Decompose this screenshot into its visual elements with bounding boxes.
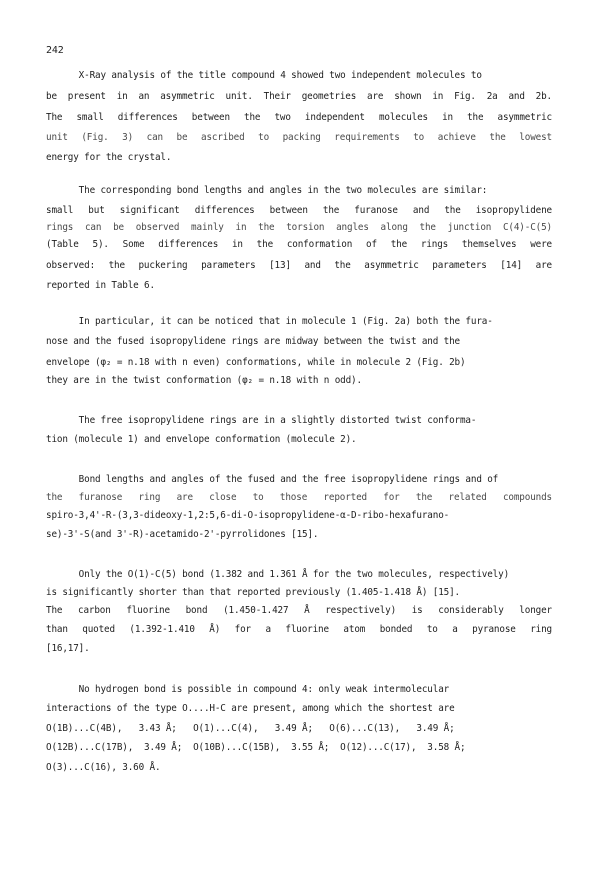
text-line: nose and the fused isopropylidene rings are midway between the twist and the [46, 336, 460, 347]
text-line: energy for the crystal. [46, 152, 172, 163]
text-line: they are in the twist conformation (φ₂ = n.18 with n odd). [46, 375, 362, 386]
text-line: is significantly shorter than that reported previously (1.405-1.418 Å) [15]. [46, 587, 460, 598]
text-line: X-Ray analysis of the title compound 4 showed two independent molecules to [46, 70, 482, 81]
text-line: envelope (φ₂ = n.18 with n even) conformations, while in molecule 2 (Fig. 2b) [46, 357, 466, 368]
text-line: O(12B)...C(17B), 3.49 Å; O(10B)...C(15B), 3.55 Å; O(12)...C(17), 3.58 Å; [46, 742, 466, 753]
text-line: O(3)...C(16), 3.60 Å. [46, 762, 161, 773]
text-line: be present in an asymmetric unit. Their geometries are shown in Fig. 2a and 2b. [46, 91, 552, 102]
text-line: The free isopropylidene rings are in a slightly distorted twist conforma- [46, 415, 477, 426]
text-line: [16,17]. [46, 643, 90, 654]
text-line: se)-3'-S(and 3'-R)-acetamido-2'-pyrrolidones [15]. [46, 529, 319, 540]
text-line: Bond lengths and angles of the fused and the free isopropylidene rings and of [46, 474, 499, 485]
text-line: No hydrogen bond is possible in compound 4: only weak intermolecular [46, 684, 450, 695]
text-line: observed: the puckering parameters [13] and the asymmetric parameters [14] are [46, 260, 552, 271]
text-line: tion (molecule 1) and envelope conformation (molecule 2). [46, 434, 357, 445]
text-line: than quoted (1.392-1.410 Å) for a fluorine atom bonded to a pyranose ring [46, 624, 552, 635]
text-line: O(1B)...C(4B), 3.43 Å; O(1)...C(4), 3.49 Å; O(6)...C(13), 3.49 Å; [46, 723, 455, 734]
text-line: The carbon fluorine bond (1.450-1.427 Å respectively) is considerably longer [46, 605, 552, 616]
text-line: small but significant differences between the furanose and the isopropylidene [46, 205, 552, 216]
text-line: Only the O(1)-C(5) bond (1.382 and 1.361 Å for the two molecules, respectively) [46, 569, 510, 580]
text-line: The corresponding bond lengths and angles in the two molecules are similar: [46, 185, 488, 196]
text-line: rings can be observed mainly in the torsion angles along the junction C(4)-C(5) [46, 222, 552, 233]
text-line: reported in Table 6. [46, 280, 155, 291]
page-number: 242 [46, 45, 64, 56]
text-line: spiro-3,4'-R-(3,3-dideoxy-1,2:5,6-di-O-isopropylidene-α-D-ribo-hexafurano- [46, 510, 450, 521]
text-line: unit (Fig. 3) can be ascribed to packing requirements to achieve the lowest [46, 132, 552, 143]
text-line: The small differences between the two independent molecules in the asymmetric [46, 112, 552, 123]
text-line: In particular, it can be noticed that in molecule 1 (Fig. 2a) both the fura- [46, 316, 493, 327]
text-line: (Table 5). Some differences in the conformation of the rings themselves were [46, 239, 552, 250]
text-line: the furanose ring are close to those reported for the related compounds [46, 492, 552, 503]
text-line: interactions of the type O....H-C are present, among which the shortest are [46, 703, 455, 714]
